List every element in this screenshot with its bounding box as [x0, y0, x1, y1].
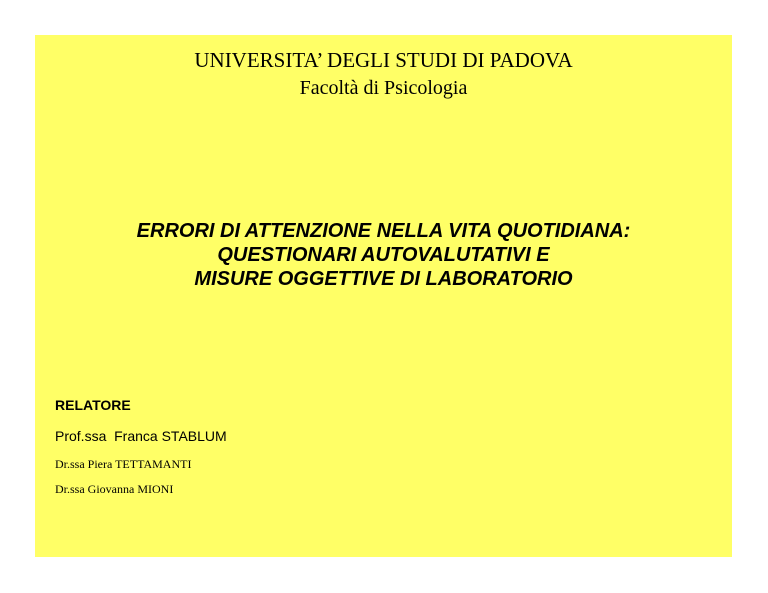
faculty-name: Facoltà di Psicologia [299, 77, 468, 99]
co-relatore-name: Dr.ssa Piera TETTAMANTI [55, 457, 192, 471]
university-name: UNIVERSITA’ DEGLI STUDI DI PADOVA [194, 48, 573, 72]
thesis-title-line: ERRORI DI ATTENZIONE NELLA VITA QUOTIDIANA: [136, 220, 631, 242]
co-relatore-name: Dr.ssa Giovanna MIONI [55, 482, 174, 496]
slide [35, 35, 732, 557]
relatore-label: RELATORE [55, 397, 131, 413]
relatore-name: Prof.ssa Franca STABLUM [55, 428, 227, 444]
thesis-title [35, 219, 732, 291]
thesis-title-line: MISURE OGGETTIVE DI LABORATORIO [194, 268, 573, 290]
thesis-title-line: QUESTIONARI AUTOVALUTATIVI E [217, 244, 550, 266]
